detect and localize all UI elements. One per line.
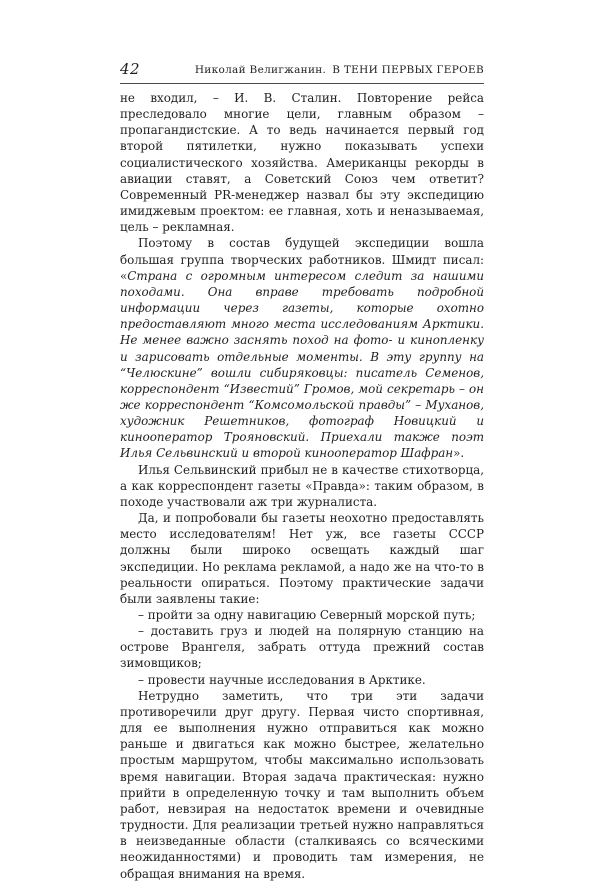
paragraph-4: Да, и попробовали бы газеты неохотно предоставлять место исследователям! Нет уж, все газеты СССР должны были широко освещать каждый шаг экспедиции. Но реклама рекламой, а надо же на что-то в реальности опираться. Поэтому практические задачи были заявлены такие: [120, 511, 484, 606]
running-head-author: Николай Велигжанин. [194, 64, 327, 76]
paragraph-2-close: ». [453, 446, 465, 461]
task-item-3: – провести научные исследования в Арктике. [138, 672, 426, 687]
page-header [120, 60, 484, 82]
header-rule [120, 83, 484, 84]
paragraph-2 [120, 235, 484, 461]
paragraph-3: Илья Сельвинский прибыл не в качестве стихотворца, а как корреспондент газеты «Правда»: таким образом, в походе участвовали аж три журналиста. [120, 462, 484, 509]
task-item-2: – доставить груз и людей на полярную станцию на острове Врангеля, забрать оттуда прежний состав зимовщиков; [120, 624, 484, 671]
page-number: 42 [120, 60, 141, 78]
running-head [195, 64, 484, 76]
body-text [120, 90, 484, 882]
paragraph-5: Нетрудно заметить, что три эти задачи противоречили друг другу. Первая чисто спортивная, для ее выполнения нужно отправиться как можно раньше и двигаться как можно быстрее, желательно простым маршрутом, чтобы максимально использовать время навигации. Вторая задача практическая: нужно прийти в определенную точку и там выполнить объем работ, невзирая на недостаток времени и очевидные трудности. Для реализации третьей нужно направляться в неизведанные области (сталкиваясь со всяческими неожиданностями) и проводить там измерения, не обращая внимания на время. [120, 688, 484, 881]
schmidt-quote: Страна с огромным интересом следит за нашими походами. Она вправе требовать подробной информации через газеты, которые охотно предоставляют много места исследованиям Арктики. Не менее важно заснять поход на фото- и кинопленку и зарисовать отдельные моменты. В эту группу на “Челюскине” вошли сибиряковцы: писатель Семенов, корреспондент “Известий” Громов, мой секретарь – он же корреспондент “Комсомольской правды” – Муханов, художник Решетников, фотограф Новицкий и кинооператор Трояновский. Приехали также поэт Илья Сельвинский и второй кинооператор Шафран [120, 268, 484, 461]
paragraph-1: не входил, – И. В. Сталин. Повторение рейса преследовало многие цели, главным образом – пропагандистские. А то ведь начинается первый год второй пятилетки, нужно показывать успехи социалистического хозяйства. Американцы рекорды в авиации ставят, а Советский Союз чем ответит? Современный PR-менеджер назвал бы эту экспедицию имиджевым проектом: ее главная, хоть и неназываемая, цель – рекламная. [120, 91, 484, 235]
running-head-title: В ТЕНИ ПЕРВЫХ ГЕРОЕВ [332, 64, 484, 76]
paragraph-2-intro: Поэтому в состав будущей экспедиции вошла большая группа творческих работников. Шмидт писал: « [120, 236, 484, 283]
task-item-1: – пройти за одну навигацию Северный морской путь; [138, 608, 476, 622]
